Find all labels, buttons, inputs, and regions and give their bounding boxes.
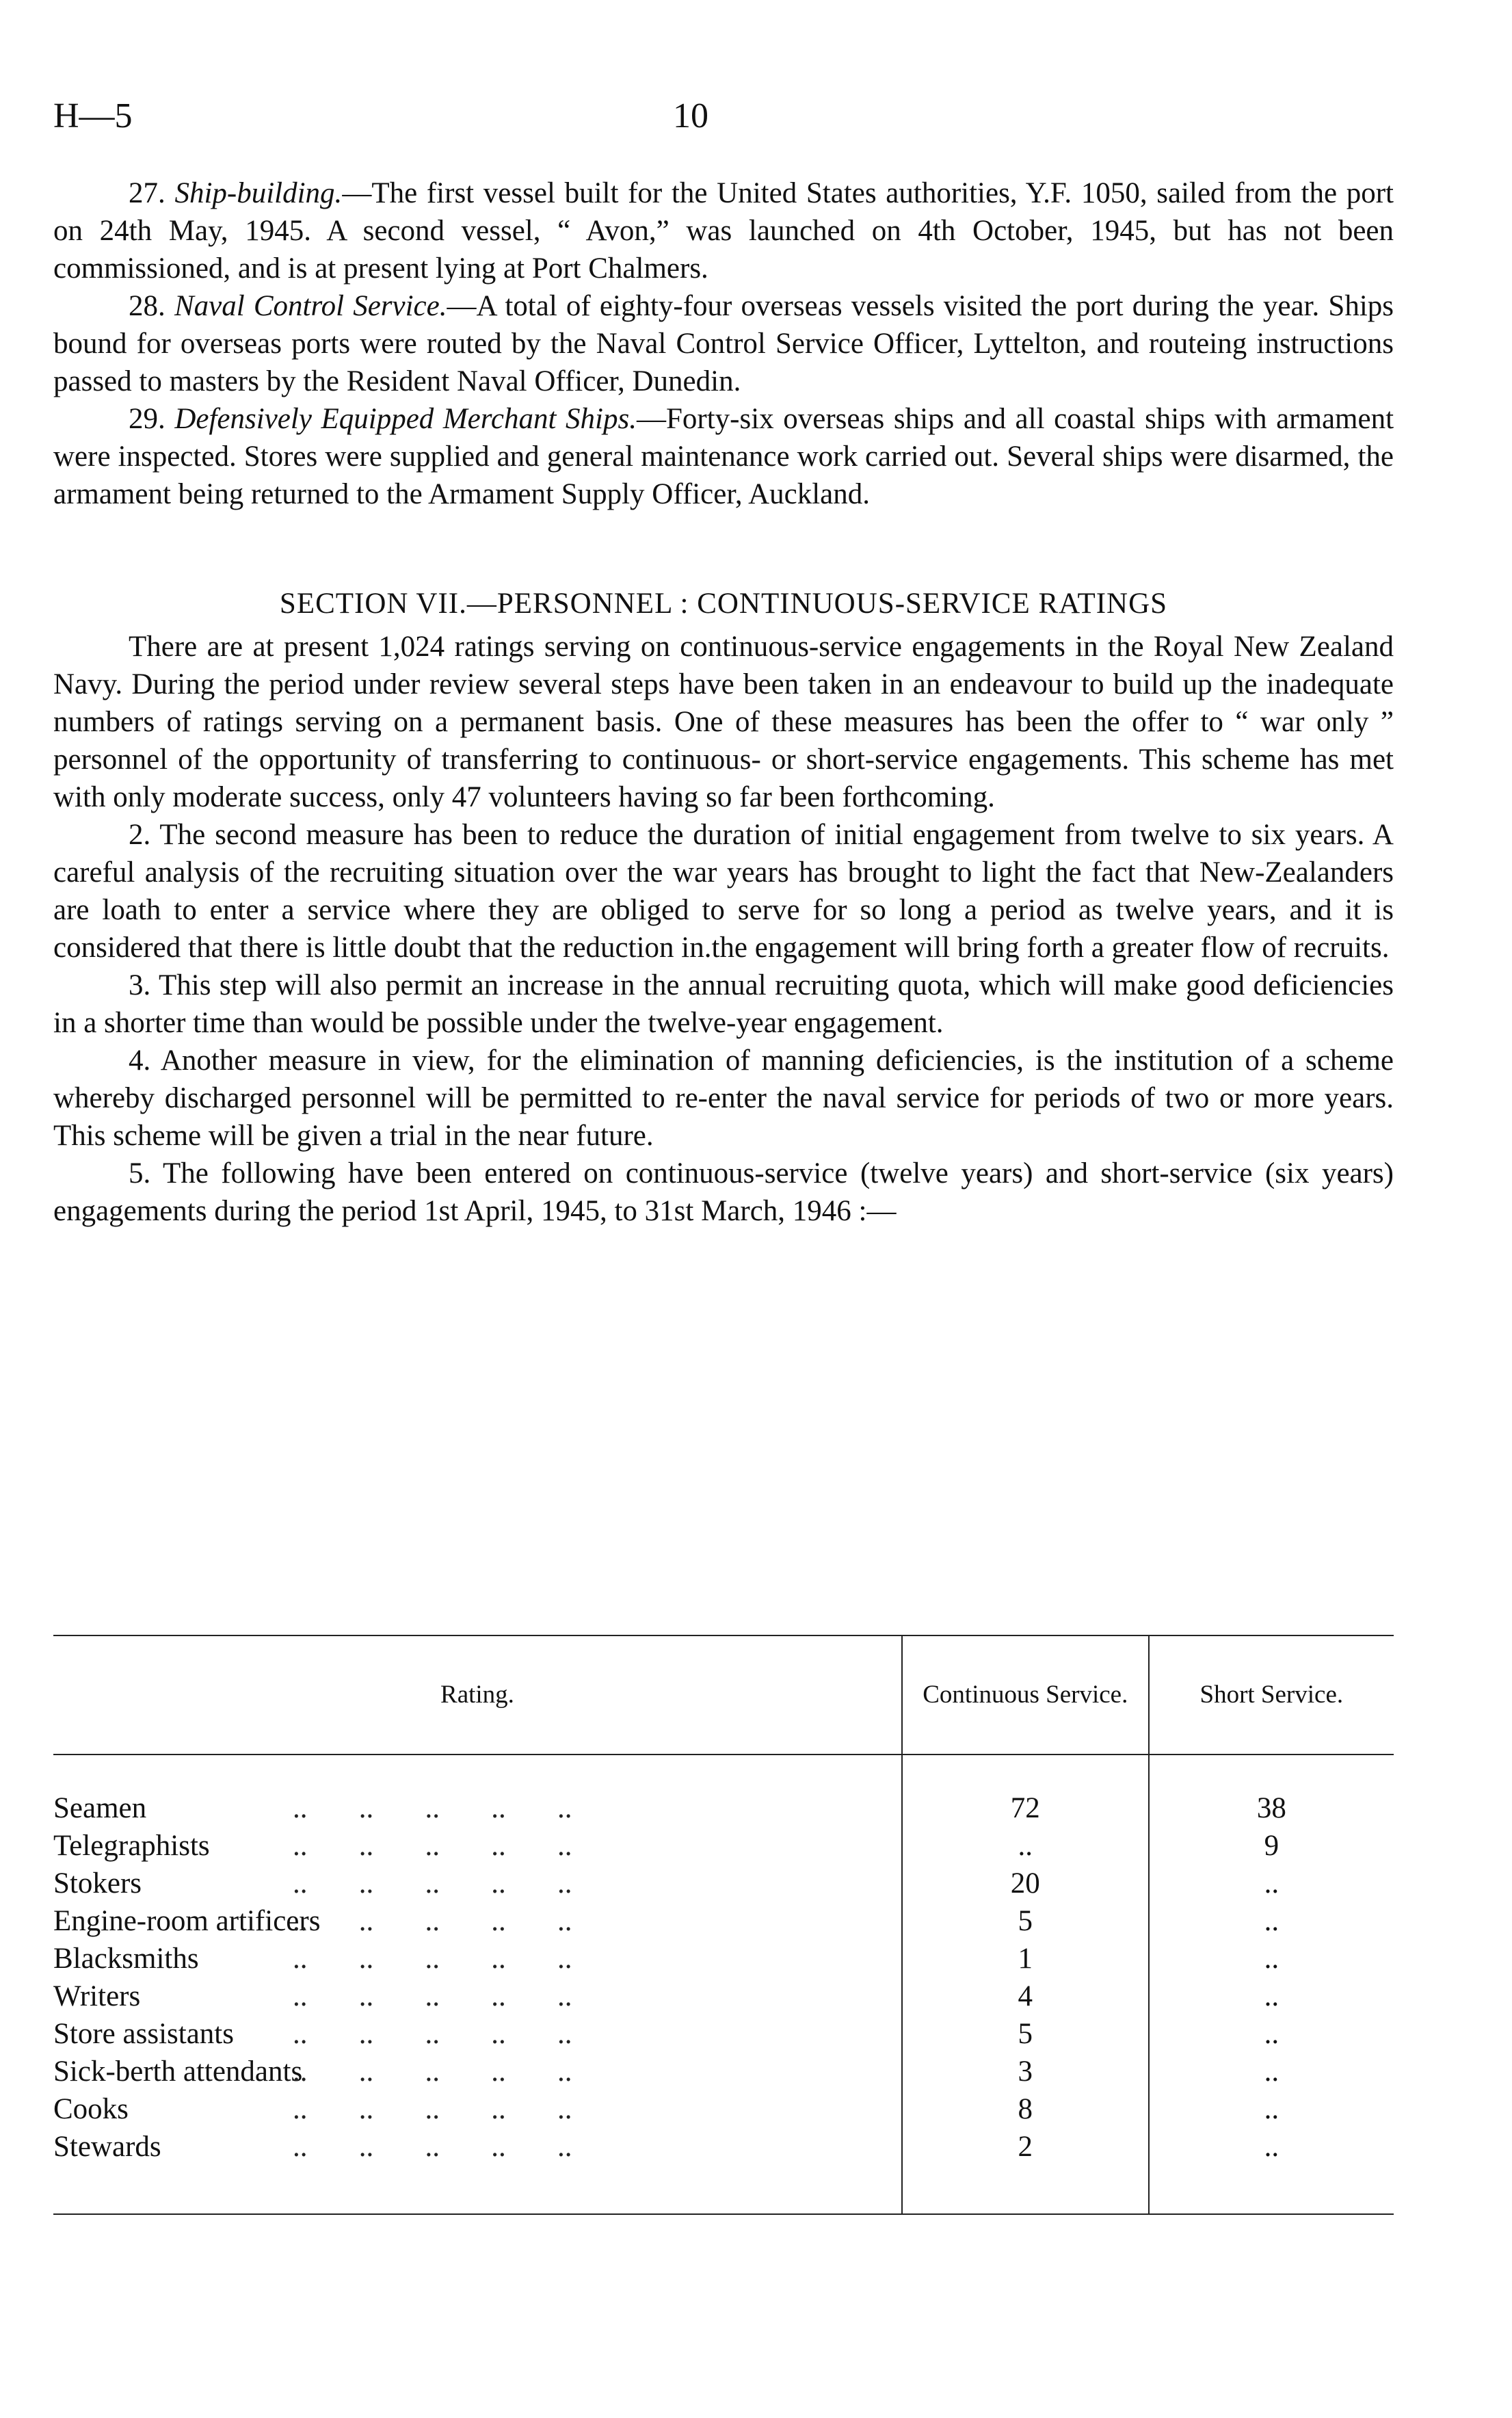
- table-bottom-rule: [53, 2213, 1394, 2215]
- short-value: ..: [1149, 1940, 1394, 1977]
- section-heading: SECTION VII.—PERSONNEL : CONTINUOUS-SERVICE RATINGS: [279, 588, 1168, 620]
- header-rating: Rating.: [53, 1636, 902, 1755]
- table-row: .. .. .. .. .. Writers 4 ..: [53, 1977, 1394, 2015]
- table-row: .. .. .. .. .. Stewards 2 ..: [53, 2128, 1394, 2166]
- continuous-value: 2: [902, 2128, 1149, 2166]
- ratings-table-wrap: [53, 1635, 1394, 2215]
- page-header: [53, 96, 1401, 150]
- rating-name: Stokers: [53, 1867, 148, 1900]
- table-row: .. .. .. .. .. Store assistants 5 ..: [53, 2015, 1394, 2053]
- body-text: [53, 174, 1394, 1230]
- paragraph-27: 27. Ship-building.—The first vessel built for the United States authorities, Y.F. 1050, sailed from the port on 24th May, 1945. A second vessel, “ Avon,” was launched on 4th October, 1945, but has not been commissioned, and is at present lying at Port Chalmers.: [53, 177, 1394, 285]
- table-row: .. .. .. .. .. Blacksmiths 1 ..: [53, 1940, 1394, 1977]
- short-value: 9: [1149, 1827, 1394, 1865]
- short-value: ..: [1149, 2090, 1394, 2128]
- table-row: .. .. .. .. .. Seamen 72 38: [53, 1789, 1394, 1827]
- section-paragraph: 5. The following have been entered on continuous-service (twelve years) and short-service (six years) engagements during the period 1st April, 1945, to 31st March, 1946 :—: [53, 1157, 1394, 1227]
- paragraph-29: 29. Defensively Equipped Merchant Ships.—Forty-six overseas ships and all coastal ships with armament were inspected. Stores were supplied and general maintenance work carried out. Several ships were disarmed, the armament being returned to the Armament Supply Officer, Auckland.: [53, 403, 1394, 510]
- short-value: ..: [1149, 2128, 1394, 2166]
- table-row: .. .. .. .. .. Stokers 20 ..: [53, 1865, 1394, 1902]
- table-row: .. .. .. .. .. Sick-berth attendants 3 ..: [53, 2053, 1394, 2090]
- page-number: 10: [673, 96, 708, 135]
- rating-name: Telegraphists: [53, 1830, 217, 1862]
- ratings-table: [53, 1636, 1394, 2213]
- short-value: ..: [1149, 2015, 1394, 2053]
- continuous-value: 4: [902, 1977, 1149, 2015]
- rating-name: Cooks: [53, 2093, 135, 2125]
- page-id: H—5: [53, 96, 133, 135]
- rating-name: Store assistants: [53, 2018, 241, 2050]
- rating-name: Engine-room artificers: [53, 1905, 327, 1937]
- short-value: ..: [1149, 1902, 1394, 1940]
- continuous-value: 8: [902, 2090, 1149, 2128]
- table-row: .. .. .. .. .. Cooks 8 ..: [53, 2090, 1394, 2128]
- rating-name: Sick-berth attendants: [53, 2055, 309, 2088]
- table-row: .. .. .. .. .. Engine-room artificers 5 ..: [53, 1902, 1394, 1940]
- continuous-value: 72: [902, 1789, 1149, 1827]
- table-row: .. .. .. .. .. Telegraphists .. 9: [53, 1827, 1394, 1865]
- table-header-row: [53, 1636, 1394, 1755]
- short-value: ..: [1149, 2053, 1394, 2090]
- rating-name: Writers: [53, 1980, 147, 2012]
- continuous-value: 1: [902, 1940, 1149, 1977]
- short-value: ..: [1149, 1865, 1394, 1902]
- continuous-value: 5: [902, 2015, 1149, 2053]
- section-paragraph: 2. The second measure has been to reduce the duration of initial engagement from twelve to six years. A careful analysis of the recruiting situation over the war years has brought to light the fact that New-Zealanders are loath to enter a service where they are obliged to serve for so long a period as twelve years, and it is considered that there is little doubt that the reduction in.the engagement will bring forth a greater flow of recruits.: [53, 819, 1394, 964]
- section-paragraph: 4. Another measure in view, for the elimination of manning deficiencies, is the institution of a scheme whereby discharged personnel will be permitted to re-enter the naval service for periods of two or more years. This scheme will be given a trial in the near future.: [53, 1044, 1394, 1152]
- continuous-value: 5: [902, 1902, 1149, 1940]
- short-value: 38: [1149, 1789, 1394, 1827]
- rating-name: Stewards: [53, 2131, 168, 2163]
- continuous-value: ..: [902, 1827, 1149, 1865]
- continuous-value: 20: [902, 1865, 1149, 1902]
- continuous-value: 3: [902, 2053, 1149, 2090]
- section-paragraph: 3. This step will also permit an increase in the annual recruiting quota, which will make good deficiencies in a shorter time than would be possible under the twelve-year engagement.: [53, 969, 1394, 1039]
- short-value: ..: [1149, 1977, 1394, 2015]
- paragraph-28: 28. Naval Control Service.—A total of eighty-four overseas vessels visited the port during the year. Ships bound for overseas ports were routed by the Naval Control Service Officer, Lyttelton, and routeing instructions passed to masters by the Resident Naval Officer, Dunedin.: [53, 290, 1394, 397]
- rating-name: Seamen: [53, 1792, 153, 1824]
- section-paragraph: There are at present 1,024 ratings serving on continuous-service engagements in the Royal New Zealand Navy. During the period under review several steps have been taken in an endeavour to build up the inadequate numbers of ratings serving on a permanent basis. One of these measures has been the offer to “ war only ” personnel of the opportunity of transferring to continuous- or short-service engagements. This scheme has met with only moderate success, only 47 volunteers having so far been forthcoming.: [53, 631, 1394, 813]
- rating-name: Blacksmiths: [53, 1943, 206, 1975]
- header-short-service: Short Service.: [1149, 1636, 1394, 1755]
- header-continuous-service: Continuous Service.: [902, 1636, 1149, 1755]
